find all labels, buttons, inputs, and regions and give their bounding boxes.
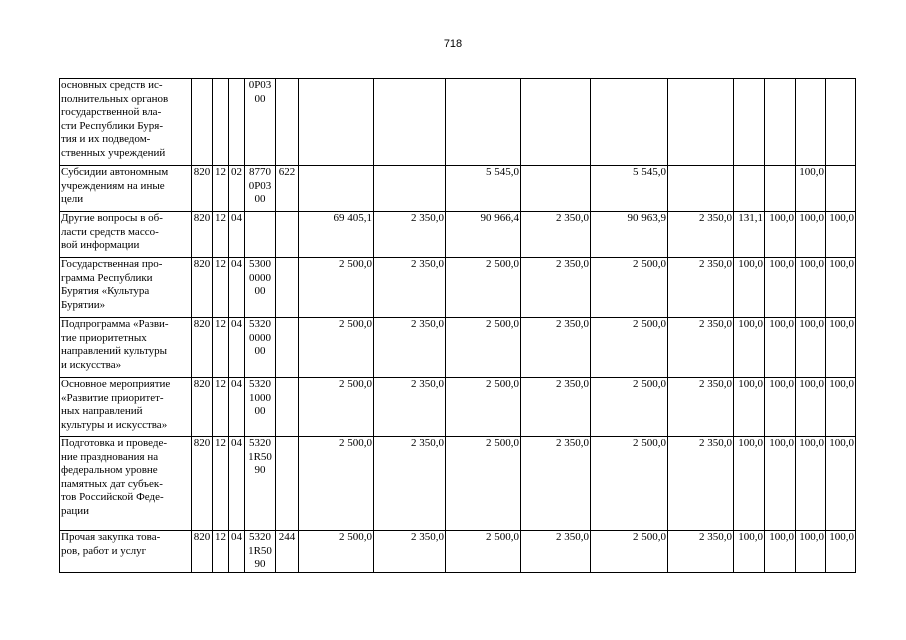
value-cell: 2 500,0 <box>299 318 374 378</box>
pr-cell: 02 <box>229 166 245 212</box>
value-cell: 2 500,0 <box>299 378 374 437</box>
percent-cell: 100,0 <box>765 378 796 437</box>
table-row <box>60 166 856 212</box>
value-cell: 2 350,0 <box>668 258 734 318</box>
value-cell: 2 500,0 <box>299 437 374 531</box>
row-name-cell: Другие вопросы в об- ласти средств массо- вой информации <box>60 212 192 258</box>
budget-table <box>59 78 856 573</box>
value-cell: 2 350,0 <box>374 318 446 378</box>
percent-cell: 100,0 <box>765 318 796 378</box>
value-cell: 90 963,9 <box>591 212 668 258</box>
table-row <box>60 378 856 437</box>
vr-cell <box>276 212 299 258</box>
rz-cell: 12 <box>213 258 229 318</box>
table-row <box>60 531 856 573</box>
percent-cell: 100,0 <box>826 318 856 378</box>
gr-cell: 820 <box>192 437 213 531</box>
value-cell: 2 350,0 <box>668 212 734 258</box>
percent-cell: 100,0 <box>765 531 796 573</box>
value-cell: 2 500,0 <box>591 531 668 573</box>
percent-cell <box>734 79 765 166</box>
percent-cell <box>826 79 856 166</box>
value-cell <box>374 79 446 166</box>
value-cell: 2 500,0 <box>591 318 668 378</box>
value-cell: 5 545,0 <box>591 166 668 212</box>
value-cell: 2 500,0 <box>446 258 521 318</box>
gr-cell: 820 <box>192 212 213 258</box>
percent-cell <box>796 79 826 166</box>
vr-cell <box>276 79 299 166</box>
value-cell: 2 500,0 <box>299 258 374 318</box>
value-cell: 2 350,0 <box>521 212 591 258</box>
percent-cell: 100,0 <box>734 258 765 318</box>
value-cell: 90 966,4 <box>446 212 521 258</box>
value-cell <box>446 79 521 166</box>
percent-cell: 100,0 <box>796 531 826 573</box>
gr-cell: 820 <box>192 166 213 212</box>
value-cell: 2 500,0 <box>299 531 374 573</box>
value-cell: 2 350,0 <box>668 531 734 573</box>
percent-cell: 100,0 <box>765 437 796 531</box>
csr-cell: 5320 0000 00 <box>245 318 276 378</box>
csr-cell <box>245 212 276 258</box>
value-cell <box>668 166 734 212</box>
pr-cell: 04 <box>229 437 245 531</box>
value-cell: 2 500,0 <box>591 258 668 318</box>
value-cell: 2 350,0 <box>374 531 446 573</box>
value-cell <box>374 166 446 212</box>
gr-cell: 820 <box>192 318 213 378</box>
percent-cell: 100,0 <box>796 378 826 437</box>
value-cell <box>668 79 734 166</box>
percent-cell: 100,0 <box>796 166 826 212</box>
percent-cell: 100,0 <box>765 212 796 258</box>
percent-cell: 100,0 <box>765 258 796 318</box>
value-cell: 2 350,0 <box>521 531 591 573</box>
value-cell <box>299 166 374 212</box>
csr-cell: 5300 0000 00 <box>245 258 276 318</box>
pr-cell: 04 <box>229 258 245 318</box>
vr-cell: 244 <box>276 531 299 573</box>
value-cell <box>521 79 591 166</box>
row-name-cell: Прочая закупка това- ров, работ и услуг <box>60 531 192 573</box>
percent-cell: 100,0 <box>734 378 765 437</box>
gr-cell: 820 <box>192 378 213 437</box>
csr-cell: 5320 1000 00 <box>245 378 276 437</box>
percent-cell: 100,0 <box>734 531 765 573</box>
table-row <box>60 79 856 166</box>
rz-cell: 12 <box>213 378 229 437</box>
pr-cell: 04 <box>229 212 245 258</box>
rz-cell: 12 <box>213 166 229 212</box>
pr-cell: 04 <box>229 318 245 378</box>
rz-cell: 12 <box>213 212 229 258</box>
gr-cell: 820 <box>192 531 213 573</box>
table-row <box>60 318 856 378</box>
value-cell: 2 500,0 <box>591 378 668 437</box>
percent-cell: 100,0 <box>826 212 856 258</box>
percent-cell: 100,0 <box>826 531 856 573</box>
value-cell: 2 350,0 <box>668 318 734 378</box>
csr-cell: 5320 1R50 90 <box>245 531 276 573</box>
csr-cell: 5320 1R50 90 <box>245 437 276 531</box>
pr-cell <box>229 79 245 166</box>
gr-cell: 820 <box>192 258 213 318</box>
vr-cell <box>276 437 299 531</box>
value-cell: 2 350,0 <box>374 437 446 531</box>
vr-cell: 622 <box>276 166 299 212</box>
pr-cell: 04 <box>229 378 245 437</box>
percent-cell <box>734 166 765 212</box>
vr-cell <box>276 318 299 378</box>
value-cell: 2 350,0 <box>374 212 446 258</box>
value-cell: 2 350,0 <box>521 318 591 378</box>
percent-cell: 100,0 <box>796 212 826 258</box>
value-cell: 2 500,0 <box>446 378 521 437</box>
value-cell <box>591 79 668 166</box>
gr-cell <box>192 79 213 166</box>
percent-cell <box>826 166 856 212</box>
row-name-cell: Государственная про- грамма Республики Бурятия «Культура Бурятии» <box>60 258 192 318</box>
value-cell: 2 350,0 <box>374 378 446 437</box>
rz-cell: 12 <box>213 318 229 378</box>
rz-cell <box>213 79 229 166</box>
table-row <box>60 212 856 258</box>
percent-cell <box>765 79 796 166</box>
value-cell: 2 500,0 <box>446 437 521 531</box>
value-cell: 69 405,1 <box>299 212 374 258</box>
csr-cell: 0Р03 00 <box>245 79 276 166</box>
value-cell <box>521 166 591 212</box>
value-cell: 2 500,0 <box>446 531 521 573</box>
rz-cell: 12 <box>213 437 229 531</box>
value-cell: 2 350,0 <box>668 437 734 531</box>
value-cell: 2 500,0 <box>446 318 521 378</box>
pr-cell: 04 <box>229 531 245 573</box>
table-row <box>60 258 856 318</box>
page-number: 718 <box>443 38 463 50</box>
csr-cell: 8770 0Р03 00 <box>245 166 276 212</box>
percent-cell: 100,0 <box>826 378 856 437</box>
value-cell: 2 350,0 <box>521 258 591 318</box>
percent-cell <box>765 166 796 212</box>
table-row <box>60 437 856 531</box>
vr-cell <box>276 258 299 318</box>
row-name-cell: Подпрограмма «Разви- тие приоритетных направлений культуры и искусства» <box>60 318 192 378</box>
rz-cell: 12 <box>213 531 229 573</box>
percent-cell: 100,0 <box>796 258 826 318</box>
percent-cell: 100,0 <box>796 318 826 378</box>
percent-cell: 100,0 <box>826 437 856 531</box>
row-name-cell: основных средств ис- полнительных органов государственной вла- сти Республики Буря- тия и их подведом- ственных учреждений <box>60 79 192 166</box>
percent-cell: 100,0 <box>734 318 765 378</box>
value-cell: 2 350,0 <box>521 437 591 531</box>
row-name-cell: Субсидии автономным учреждениям на иные цели <box>60 166 192 212</box>
percent-cell: 100,0 <box>796 437 826 531</box>
percent-cell: 100,0 <box>826 258 856 318</box>
value-cell: 2 500,0 <box>591 437 668 531</box>
percent-cell: 100,0 <box>734 437 765 531</box>
row-name-cell: Основное мероприятие «Развитие приоритет- ных направлений культуры и искусства» <box>60 378 192 437</box>
percent-cell: 131,1 <box>734 212 765 258</box>
value-cell: 2 350,0 <box>374 258 446 318</box>
value-cell <box>299 79 374 166</box>
value-cell: 5 545,0 <box>446 166 521 212</box>
value-cell: 2 350,0 <box>668 378 734 437</box>
vr-cell <box>276 378 299 437</box>
row-name-cell: Подготовка и проведе- ние празднования на федеральном уровне памятных дат субъек- тов Российской Феде- рации <box>60 437 192 531</box>
value-cell: 2 350,0 <box>521 378 591 437</box>
